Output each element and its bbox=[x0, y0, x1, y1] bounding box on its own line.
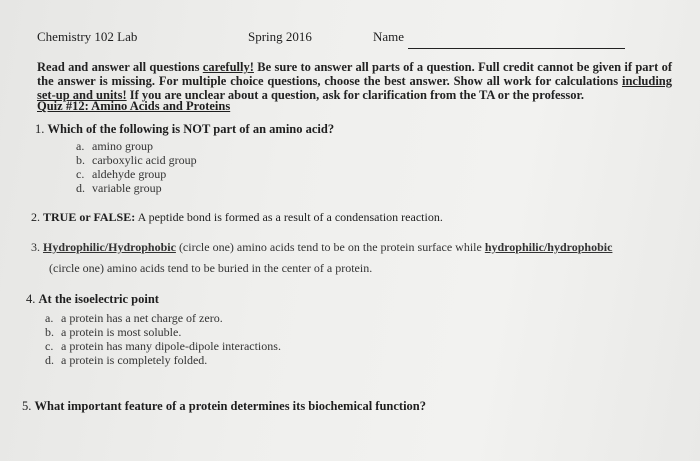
opt-text: amino group bbox=[92, 139, 153, 153]
question-5 bbox=[22, 399, 426, 414]
opt-text: a protein is most soluble. bbox=[61, 325, 182, 339]
emphasis: set-up and units! bbox=[37, 88, 127, 102]
question-3-line-2: (circle one) amino acids tend to be buried in the center of a protein. bbox=[49, 261, 373, 275]
opt-text: variable group bbox=[92, 181, 162, 195]
choice-2[interactable]: hydrophilic/hydrophobic bbox=[484, 240, 613, 254]
question-2 bbox=[31, 210, 443, 225]
q-text: At the isoelectric point bbox=[38, 292, 159, 306]
text: Read and answer all questions bbox=[37, 60, 203, 74]
name-field-line[interactable] bbox=[408, 48, 625, 49]
opt-letter: a. bbox=[45, 311, 54, 325]
instructions-line-1 bbox=[37, 60, 672, 75]
q-text: (circle one) amino acids tend to be on the protein surface while bbox=[175, 240, 485, 254]
q-num: 3. bbox=[31, 240, 40, 254]
text: Be sure to answer all parts of a question. Full credit cannot be given if part of bbox=[253, 60, 672, 74]
name-label: Name bbox=[373, 29, 405, 44]
opt-letter: b. bbox=[45, 325, 54, 339]
opt-letter: c. bbox=[45, 339, 54, 353]
q-bold: TRUE or FALSE: bbox=[43, 210, 136, 224]
question-4 bbox=[26, 292, 159, 307]
option bbox=[76, 139, 153, 154]
q-num: 2. bbox=[31, 210, 40, 224]
instructions-line-2 bbox=[37, 74, 672, 89]
opt-letter: a. bbox=[76, 139, 85, 153]
text: If you are unclear about a question, ask for clarification from the TA or the professor. bbox=[126, 88, 585, 102]
q-num: 5. bbox=[22, 399, 32, 413]
option bbox=[76, 153, 197, 168]
q-text: What important feature of a protein determines its biochemical function? bbox=[34, 399, 427, 413]
question-1 bbox=[35, 122, 334, 137]
quiz-title: Quiz #12: Amino Acids and Proteins bbox=[37, 99, 231, 113]
q-text: A peptide bond is formed as a result of a condensation reaction. bbox=[135, 210, 443, 224]
option bbox=[76, 181, 162, 196]
opt-text: carboxylic acid group bbox=[92, 153, 197, 167]
opt-letter: d. bbox=[76, 181, 85, 195]
option bbox=[45, 311, 223, 326]
q-num: 1. bbox=[35, 122, 45, 136]
opt-letter: c. bbox=[76, 167, 85, 181]
choice-1[interactable]: Hydrophilic/Hydrophobic bbox=[43, 240, 176, 254]
term: Spring 2016 bbox=[248, 29, 312, 44]
option bbox=[76, 167, 166, 182]
course-title: Chemistry 102 Lab bbox=[37, 29, 138, 44]
opt-text: a protein is completely folded. bbox=[61, 353, 208, 367]
opt-text: a protein has many dipole-dipole interactions. bbox=[61, 339, 281, 353]
option bbox=[45, 325, 181, 340]
opt-text: aldehyde group bbox=[92, 167, 167, 181]
text: the answer is missing. For multiple choice questions, choose the best answer. Show all work for calculations bbox=[37, 74, 622, 88]
emphasis: carefully! bbox=[202, 60, 254, 74]
opt-text: a protein has a net charge of zero. bbox=[61, 311, 223, 325]
opt-letter: d. bbox=[45, 353, 54, 367]
question-3 bbox=[31, 240, 612, 255]
option bbox=[45, 353, 207, 368]
q-num: 4. bbox=[26, 292, 36, 306]
emphasis: including bbox=[621, 74, 672, 88]
opt-letter: b. bbox=[76, 153, 85, 167]
q-text: Which of the following is NOT part of an amino acid? bbox=[47, 122, 335, 136]
option bbox=[45, 339, 281, 354]
